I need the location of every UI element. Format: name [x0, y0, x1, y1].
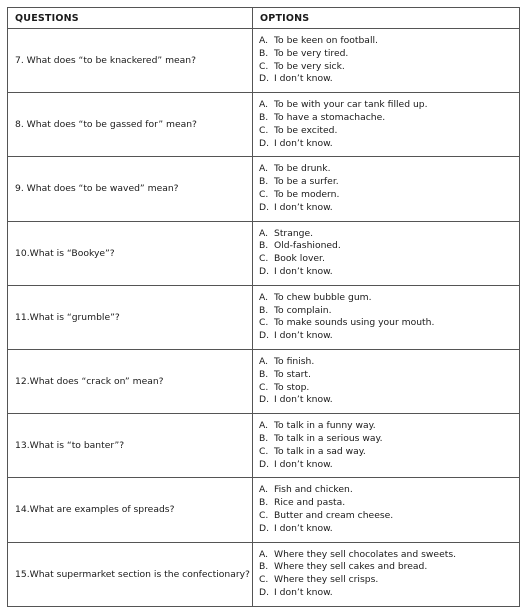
option-item	[259, 382, 519, 395]
option-letter: B.	[259, 47, 269, 59]
option-item	[259, 356, 519, 369]
option-text: To be very tired.	[274, 47, 349, 59]
option-text: To be keen on football.	[274, 35, 378, 46]
option-item	[259, 484, 519, 497]
option-text: I don’t know.	[274, 201, 333, 213]
option-letter: A.	[259, 35, 269, 46]
option-text: To start.	[274, 368, 311, 380]
option-letter: D.	[259, 137, 269, 149]
option-item	[259, 253, 519, 266]
options-cell	[253, 93, 520, 157]
option-letter: D.	[259, 522, 269, 534]
option-text: To be drunk.	[274, 163, 331, 175]
option-item	[259, 305, 519, 318]
option-letter: D.	[259, 394, 269, 406]
option-letter: C.	[259, 317, 269, 329]
options-cell	[253, 349, 520, 413]
option-text: I don’t know.	[274, 265, 333, 277]
table-row	[8, 285, 520, 349]
option-item	[259, 523, 519, 536]
option-text: To stop.	[274, 381, 310, 393]
table-row	[8, 478, 520, 542]
option-item	[259, 163, 519, 176]
question-text: 13.What is “to banter”?	[8, 414, 253, 478]
option-item	[259, 189, 519, 202]
option-letter: C.	[259, 574, 269, 586]
question-text: 14.What are examples of spreads?	[8, 478, 253, 542]
option-item	[259, 420, 519, 433]
option-text: To be modern.	[274, 188, 340, 200]
option-item	[259, 176, 519, 189]
option-item	[259, 240, 519, 253]
question-text: 9. What does “to be waved” mean?	[8, 157, 253, 221]
option-text: I don’t know.	[274, 458, 333, 470]
option-item	[259, 292, 519, 305]
option-letter: A.	[259, 548, 269, 560]
option-letter: B.	[259, 561, 269, 573]
option-letter: A.	[259, 484, 269, 496]
option-letter: A.	[259, 420, 269, 432]
options-cell	[253, 285, 520, 349]
option-letter: C.	[259, 188, 269, 200]
options-cell	[253, 221, 520, 285]
option-item	[259, 574, 519, 587]
option-item	[259, 369, 519, 382]
option-text: I don’t know.	[274, 522, 333, 534]
questions-header: QUESTIONS	[8, 8, 253, 29]
table-row	[8, 93, 520, 157]
option-item	[259, 125, 519, 138]
option-letter: C.	[259, 509, 269, 521]
option-letter: A.	[259, 99, 269, 111]
option-text: To complain.	[274, 304, 332, 316]
option-item	[259, 35, 519, 48]
option-item	[259, 202, 519, 215]
option-item	[259, 228, 519, 241]
option-text: To talk in a sad way.	[274, 445, 366, 457]
option-text: Strange.	[274, 227, 314, 239]
option-item	[259, 549, 519, 562]
option-letter: A.	[259, 355, 269, 367]
option-text: To be very sick.	[274, 60, 345, 72]
option-letter: A.	[259, 163, 269, 175]
option-text: Book lover.	[274, 253, 325, 265]
option-text: To chew bubble gum.	[274, 291, 372, 303]
table-row	[8, 349, 520, 413]
header-row	[8, 8, 520, 29]
option-letter: D.	[259, 201, 269, 213]
question-text: 11.What is “grumble”?	[8, 285, 253, 349]
option-text: Fish and chicken.	[274, 484, 353, 496]
option-item	[259, 446, 519, 459]
quiz-body	[8, 29, 520, 607]
option-text: To talk in a serious way.	[274, 432, 383, 444]
option-letter: D.	[259, 73, 269, 85]
quiz-table	[7, 7, 520, 607]
option-text: I don’t know.	[274, 73, 333, 85]
option-letter: D.	[259, 458, 269, 470]
option-text: Old-fashioned.	[274, 240, 341, 252]
table-row	[8, 157, 520, 221]
option-item	[259, 433, 519, 446]
option-letter: B.	[259, 368, 269, 380]
option-item	[259, 459, 519, 472]
option-text: To talk in a funny way.	[274, 420, 376, 432]
option-text: Where they sell crisps.	[274, 574, 379, 586]
option-letter: A.	[259, 227, 269, 239]
question-text: 7. What does “to be knackered” mean?	[8, 29, 253, 93]
option-letter: C.	[259, 124, 269, 136]
option-letter: B.	[259, 176, 269, 188]
option-text: Rice and pasta.	[274, 497, 346, 509]
option-letter: B.	[259, 304, 269, 316]
option-text: I don’t know.	[274, 330, 333, 342]
option-text: Butter and cream cheese.	[274, 509, 394, 521]
options-cell	[253, 29, 520, 93]
option-item	[259, 112, 519, 125]
option-text: To be a surfer.	[274, 176, 339, 188]
option-text: Where they sell chocolates and sweets.	[274, 548, 457, 560]
option-text: To finish.	[274, 355, 315, 367]
options-cell	[253, 542, 520, 606]
option-letter: B.	[259, 432, 269, 444]
option-letter: D.	[259, 586, 269, 598]
option-item	[259, 510, 519, 523]
option-letter: B.	[259, 240, 269, 252]
option-text: Where they sell cakes and bread.	[274, 561, 428, 573]
option-letter: C.	[259, 445, 269, 457]
option-text: To make sounds using your mouth.	[274, 317, 435, 329]
option-item	[259, 48, 519, 61]
option-item	[259, 587, 519, 600]
option-text: To be excited.	[274, 124, 338, 136]
options-header: OPTIONS	[253, 8, 520, 29]
option-text: To have a stomachache.	[274, 111, 386, 123]
option-text: I don’t know.	[274, 394, 333, 406]
option-text: To be with your car tank filled up.	[274, 99, 428, 111]
option-letter: D.	[259, 330, 269, 342]
option-letter: A.	[259, 291, 269, 303]
option-item	[259, 61, 519, 74]
option-text: I don’t know.	[274, 137, 333, 149]
options-cell	[253, 478, 520, 542]
option-item	[259, 330, 519, 343]
options-cell	[253, 414, 520, 478]
option-letter: C.	[259, 253, 269, 265]
option-item	[259, 99, 519, 112]
question-text: 8. What does “to be gassed for” mean?	[8, 93, 253, 157]
option-letter: C.	[259, 60, 269, 72]
option-text: I don’t know.	[274, 586, 333, 598]
option-item	[259, 561, 519, 574]
question-text: 10.What is “Bookye”?	[8, 221, 253, 285]
option-letter: B.	[259, 111, 269, 123]
option-item	[259, 317, 519, 330]
table-row	[8, 29, 520, 93]
question-text: 15.What supermarket section is the confectionary?	[8, 542, 253, 606]
options-cell	[253, 157, 520, 221]
option-item	[259, 394, 519, 407]
option-item	[259, 266, 519, 279]
option-letter: B.	[259, 497, 269, 509]
option-item	[259, 73, 519, 86]
table-row	[8, 542, 520, 606]
option-item	[259, 138, 519, 151]
option-item	[259, 497, 519, 510]
option-letter: D.	[259, 265, 269, 277]
table-row	[8, 414, 520, 478]
option-letter: C.	[259, 381, 269, 393]
question-text: 12.What does “crack on” mean?	[8, 349, 253, 413]
table-row	[8, 221, 520, 285]
